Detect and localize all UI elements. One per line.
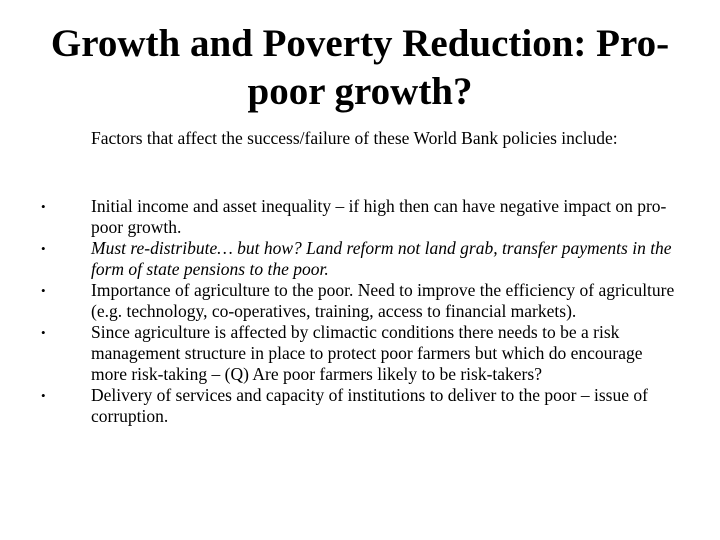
bullet-item-risk-management	[0, 322, 681, 385]
bullet-icon: •	[41, 199, 46, 214]
bullet-text: Importance of agriculture to the poor. Need to improve the efficiency of agriculture (e.g. technology, co-operatives, training, access to financial markets).	[91, 280, 675, 321]
bullet-text: Since agriculture is affected by climactic conditions there needs to be a risk management structure in place to protect poor farmers but which do encourage more risk-taking – (Q) Are poor farmers likely to be risk-takers?	[91, 322, 643, 384]
bullet-item-inequality	[0, 196, 681, 238]
bullet-icon: •	[41, 241, 46, 256]
bullet-text: Delivery of services and capacity of institutions to deliver to the poor – issue of corruption.	[91, 385, 648, 426]
bullet-icon: •	[41, 388, 46, 403]
intro-text: Factors that affect the success/failure of these World Bank policies include:	[91, 128, 618, 148]
bullet-text: Initial income and asset inequality – if high then can have negative impact on pro-poor growth.	[91, 196, 667, 237]
bullet-item-redistribute	[0, 238, 681, 280]
bullet-icon: •	[41, 283, 46, 298]
bullet-list	[0, 196, 720, 427]
bullet-icon: •	[41, 325, 46, 340]
bullet-text: Must re-distribute… but how? Land reform not land grab, transfer payments in the form of state pensions to the poor.	[91, 238, 672, 279]
bullet-item-services	[0, 385, 681, 427]
bullet-item-agriculture	[0, 280, 681, 322]
slide-title: Growth and Poverty Reduction: Pro-poor growth?	[50, 22, 670, 113]
